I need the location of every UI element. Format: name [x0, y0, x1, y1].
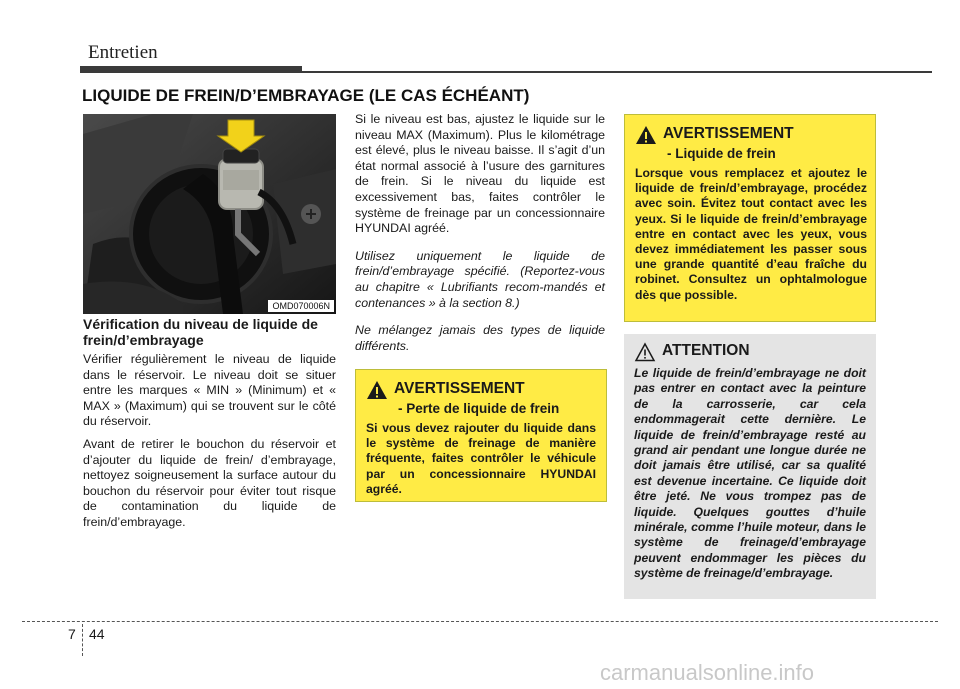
warning-box-fluid-loss	[355, 369, 607, 502]
attention-body: Le liquide de frein/d’embrayage ne doit pas entrer en contact avec la peinture de la carrosserie, car cela endommagerait cette dernière. Le liquide de frein/d’embrayage resté au grand air pendant une longue durée ne doit jamais être utilisé, car sa qualité est devenue incertaine. Ce liquide doit être jeté. Ne vous trompez pas de liquide. Quelques gouttes d’huile minérale, comme l’huile moteur, dans le système de freinage/d’embrayage peuvent endommager les pièces du système de freinage/d’embrayage.	[634, 366, 866, 581]
warning-body: Lorsque vous remplacez et ajoutez le liquide de frein/d’embrayage, procédez avec soin. Évitez tout contact avec les yeux. Si le liquide de frein/d’embrayage entre en contact avec les yeux, vous devez immédiatement les passer sous une grande quantité d’eau fraîche du robinet. Consultez un ophtalmologue dès que possible.	[635, 166, 867, 302]
engine-bay-photo	[83, 114, 336, 314]
watermark: carmanualsonline.info	[600, 660, 815, 685]
attention-title: ATTENTION	[662, 342, 750, 359]
chapter-number: 7	[68, 626, 76, 642]
photo-code: OMD070006N	[268, 300, 334, 312]
warning-box-brake-fluid	[624, 114, 876, 322]
italic-paragraph: Ne mélangez jamais des types de liquide différents.	[355, 323, 605, 353]
warning-body: Si vous devez rajouter du liquide dans le système de freinage de manière fréquente, faites contrôler le véhicule par un concessionnaire HYUNDAI agréé.	[366, 421, 596, 496]
column-left	[83, 316, 336, 538]
header-rule	[302, 71, 932, 73]
subheading: Vérification du niveau de liquide de frein/d’embrayage	[83, 316, 318, 348]
caution-triangle-icon	[634, 342, 656, 362]
attention-box	[624, 334, 876, 599]
warning-subtitle: - Perte de liquide de frein	[398, 401, 560, 416]
section-title: LIQUIDE DE FREIN/D’EMBRAYAGE (LE CAS ÉCHÉANT)	[82, 86, 530, 105]
footer-separator	[82, 624, 83, 656]
brake-reservoir-illustration	[83, 114, 336, 314]
italic-paragraph: Utilisez uniquement le liquide de frein/d’embrayage spécifié. (Reportez-vous au chapitre « Lubrifiants recom-mandés et contenances » à la section 8.)	[355, 248, 605, 310]
warning-title: AVERTISSEMENT	[663, 125, 794, 142]
header-title: Entretien	[88, 42, 158, 63]
page-number: 44	[89, 626, 105, 642]
warning-title: AVERTISSEMENT	[394, 380, 525, 397]
warning-triangle-icon	[635, 125, 657, 145]
paragraph: Vérifier régulièrement le niveau de liquide dans le réservoir. Le niveau doit se situer entre les marques « MIN » (Minimum) et « MAX » (Maximum) qui se trouvent sur le côté du réservoir.	[83, 352, 336, 429]
paragraph: Avant de retirer le bouchon du réservoir et d’ajouter du liquide de frein/ d’embrayage, nettoyez soigneusement la surface autour du bouchon du réservoir pour éviter tout risque de contamination du liquide de frein/d’embrayage.	[83, 436, 336, 529]
warning-subtitle: - Liquide de frein	[667, 146, 776, 161]
footer-rule	[22, 621, 938, 622]
warning-triangle-icon	[366, 380, 388, 400]
paragraph: Si le niveau est bas, ajustez le liquide sur le niveau MAX (Maximum). Plus le kilométrage est élevé, plus le niveau baisse. Il s’agit d’un état normal associé à l’usure des garnitures de frein. Si le niveau du liquide est excessivement bas, faites contrôler le système de freinage par un concessionnaire HYUNDAI agréé.	[355, 112, 605, 236]
header-bar	[80, 66, 302, 73]
column-middle	[355, 112, 605, 366]
